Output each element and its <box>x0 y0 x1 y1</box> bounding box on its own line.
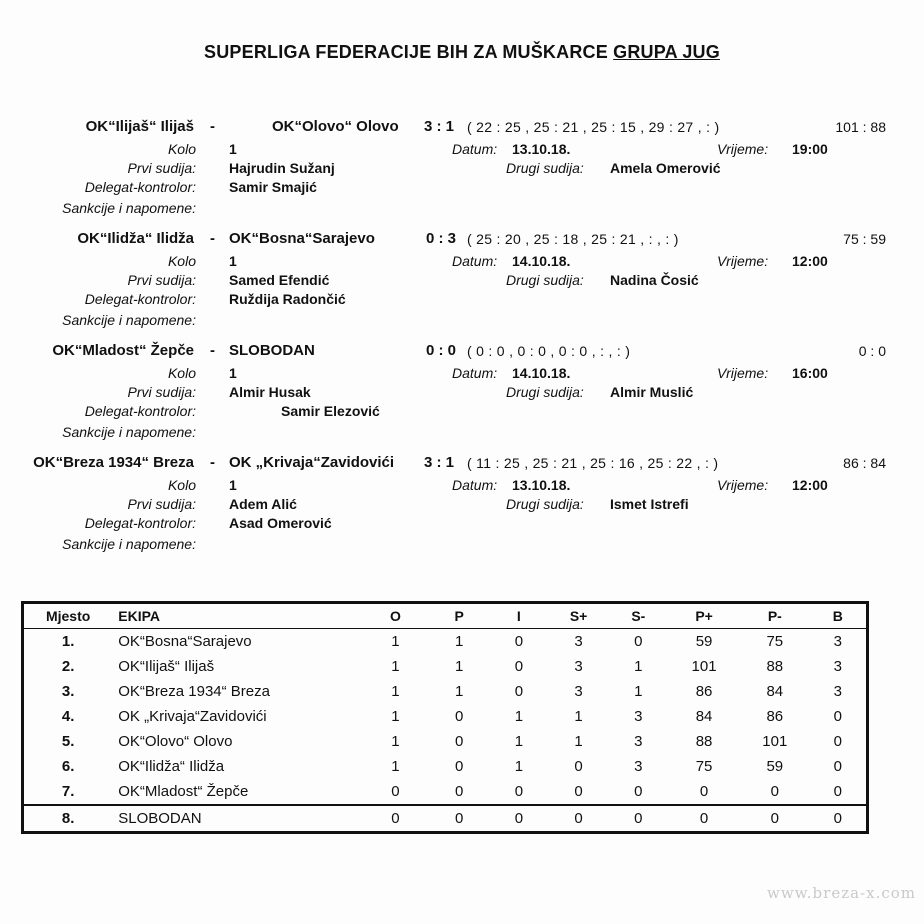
match-score: 3 : 1 <box>424 118 455 135</box>
p-minus-cell: 101 <box>762 733 788 750</box>
label-delegat: Delegat-kontrolor: <box>84 515 196 531</box>
pos-cell: 4. <box>61 708 75 725</box>
pos-cell: 8. <box>23 805 113 833</box>
vrijeme-value: 12:00 <box>792 477 828 493</box>
header-s-minus: S- <box>608 603 668 629</box>
o-cell: 1 <box>391 658 400 675</box>
drugi-sudija-value: Almir Muslić <box>610 384 694 400</box>
label-vrijeme: Vrijeme: <box>717 365 769 381</box>
team-cell: OK „Krivaja“Zavidovići <box>118 708 267 725</box>
p-cell: 0 <box>429 805 489 833</box>
header-o: O <box>362 603 430 629</box>
s-plus-cell: 0 <box>549 805 609 833</box>
i-cell: 0 <box>514 783 524 800</box>
table-row <box>23 629 868 655</box>
p-minus-cell: 86 <box>766 708 784 725</box>
table-header-row <box>23 603 868 629</box>
p-cell: 0 <box>454 733 464 750</box>
p-cell: 1 <box>454 683 464 700</box>
s-plus-cell: 1 <box>574 733 583 750</box>
s-plus-cell: 1 <box>574 708 583 725</box>
match-block <box>0 118 924 228</box>
p-minus-cell: 0 <box>770 783 779 800</box>
b-cell: 0 <box>810 805 868 833</box>
b-cell: 0 <box>833 733 843 750</box>
pos-cell: 6. <box>61 758 75 775</box>
points-total: 86 : 84 <box>843 455 886 471</box>
away-team: OK“Olovo“ Olovo <box>272 118 399 135</box>
o-cell: 1 <box>391 758 400 775</box>
points-total: 0 : 0 <box>858 343 886 359</box>
p-cell: 0 <box>454 783 464 800</box>
p-plus-cell: 101 <box>691 658 717 675</box>
table-row <box>23 779 868 805</box>
pos-cell: 5. <box>61 733 75 750</box>
p-plus-cell: 59 <box>695 633 713 650</box>
datum-value: 13.10.18. <box>512 477 571 493</box>
s-minus-cell: 3 <box>634 708 643 725</box>
s-minus-cell: 0 <box>634 633 643 650</box>
o-cell: 1 <box>391 708 400 725</box>
prvi-sudija-value: Adem Alić <box>229 496 297 512</box>
i-cell: 0 <box>514 658 524 675</box>
set-scores: ( 0 : 0 , 0 : 0 , 0 : 0 , : , : ) <box>467 343 631 359</box>
p-cell: 0 <box>454 758 464 775</box>
s-minus-cell: 0 <box>634 783 643 800</box>
s-minus-cell: 1 <box>634 683 643 700</box>
prvi-sudija-value: Samed Efendić <box>229 272 330 288</box>
prvi-sudija-value: Hajrudin Sužanj <box>229 160 335 176</box>
delegat-value: Ruždija Radončić <box>229 291 346 307</box>
vrijeme-value: 16:00 <box>792 365 828 381</box>
label-prvi-sudija: Prvi sudija: <box>127 160 196 176</box>
s-plus-cell: 0 <box>574 783 583 800</box>
label-drugi-sudija: Drugi sudija: <box>506 384 584 400</box>
team-cell: SLOBODAN <box>112 805 361 833</box>
i-cell: 1 <box>514 708 524 725</box>
o-cell: 1 <box>391 633 400 650</box>
b-cell: 3 <box>833 633 843 650</box>
label-sankcije: Sankcije i napomene: <box>62 200 196 216</box>
label-datum: Datum: <box>452 477 498 493</box>
table-row <box>23 704 868 729</box>
title-main: SUPERLIGA FEDERACIJE BIH ZA MUŠKARCE <box>204 42 608 62</box>
team-cell: OK“Ilidža“ Ilidža <box>118 758 225 775</box>
b-cell: 3 <box>833 683 843 700</box>
kolo-value: 1 <box>229 253 237 269</box>
label-datum: Datum: <box>452 253 498 269</box>
s-minus-cell: 3 <box>634 758 643 775</box>
vrijeme-value: 19:00 <box>792 141 828 157</box>
p-minus-cell: 84 <box>766 683 784 700</box>
label-drugi-sudija: Drugi sudija: <box>506 272 584 288</box>
p-plus-cell: 75 <box>695 758 713 775</box>
table-row <box>23 654 868 679</box>
s-minus-cell: 0 <box>608 805 668 833</box>
header-p-minus: P- <box>740 603 810 629</box>
label-drugi-sudija: Drugi sudija: <box>506 496 584 512</box>
match-dash: - <box>210 342 215 359</box>
header-b: B <box>810 603 868 629</box>
set-scores: ( 25 : 20 , 25 : 18 , 25 : 21 , : , : ) <box>467 231 679 247</box>
label-datum: Datum: <box>452 365 498 381</box>
p-minus-cell: 88 <box>766 658 784 675</box>
pos-cell: 1. <box>61 633 75 650</box>
page-title <box>0 42 924 63</box>
pos-cell: 2. <box>61 658 75 675</box>
label-sankcije: Sankcije i napomene: <box>62 312 196 328</box>
i-cell: 0 <box>489 805 549 833</box>
header-ekipa: EKIPA <box>112 603 361 629</box>
match-dash: - <box>210 454 215 471</box>
datum-value: 14.10.18. <box>512 365 571 381</box>
label-vrijeme: Vrijeme: <box>717 253 769 269</box>
team-cell: OK“Breza 1934“ Breza <box>118 683 270 700</box>
s-plus-cell: 3 <box>574 633 583 650</box>
label-delegat: Delegat-kontrolor: <box>84 291 196 307</box>
kolo-value: 1 <box>229 477 237 493</box>
home-team: OK“Breza 1934“ Breza <box>33 454 194 471</box>
p-cell: 1 <box>454 658 464 675</box>
i-cell: 1 <box>514 758 524 775</box>
i-cell: 0 <box>514 633 524 650</box>
team-cell: OK“Olovo“ Olovo <box>118 733 233 750</box>
p-minus-cell: 75 <box>766 633 784 650</box>
standings-body <box>23 629 868 833</box>
b-cell: 0 <box>833 783 843 800</box>
header-i: I <box>489 603 549 629</box>
match-block <box>0 342 924 452</box>
i-cell: 0 <box>514 683 524 700</box>
away-team: SLOBODAN <box>229 342 315 359</box>
p-plus-cell: 0 <box>699 783 709 800</box>
team-cell: OK“Bosna“Sarajevo <box>118 633 252 650</box>
datum-value: 13.10.18. <box>512 141 571 157</box>
match-block <box>0 454 924 564</box>
delegat-value: Asad Omerović <box>229 515 332 531</box>
match-dash: - <box>210 230 215 247</box>
table-row <box>23 754 868 779</box>
label-vrijeme: Vrijeme: <box>717 141 769 157</box>
title-group: GRUPA JUG <box>613 42 720 62</box>
label-delegat: Delegat-kontrolor: <box>84 403 196 419</box>
drugi-sudija-value: Ismet Istrefi <box>610 496 689 512</box>
label-sankcije: Sankcije i napomene: <box>62 424 196 440</box>
label-datum: Datum: <box>452 141 498 157</box>
b-cell: 0 <box>833 708 843 725</box>
header-p-plus: P+ <box>668 603 740 629</box>
match-block <box>0 230 924 340</box>
label-kolo: Kolo <box>167 477 196 493</box>
p-cell: 1 <box>454 633 464 650</box>
pos-cell: 3. <box>61 683 75 700</box>
delegat-value: Samir Elezović <box>281 403 380 419</box>
home-team: OK“Ilidža“ Ilidža <box>77 230 194 247</box>
p-plus-cell: 0 <box>668 805 740 833</box>
p-minus-cell: 0 <box>740 805 810 833</box>
watermark: www.breza-x.com <box>767 884 916 902</box>
label-sankcije: Sankcije i napomene: <box>62 536 196 552</box>
b-cell: 0 <box>833 758 843 775</box>
drugi-sudija-value: Nadina Čosić <box>610 272 699 288</box>
set-scores: ( 11 : 25 , 25 : 21 , 25 : 16 , 25 : 22 , : ) <box>467 455 719 471</box>
p-plus-cell: 84 <box>695 708 713 725</box>
p-plus-cell: 88 <box>695 733 713 750</box>
kolo-value: 1 <box>229 141 237 157</box>
team-cell: OK“Ilijaš“ Ilijaš <box>118 658 215 675</box>
label-kolo: Kolo <box>167 141 196 157</box>
drugi-sudija-value: Amela Omerović <box>610 160 721 176</box>
p-plus-cell: 86 <box>695 683 713 700</box>
label-kolo: Kolo <box>167 253 196 269</box>
match-score: 3 : 1 <box>424 454 455 471</box>
header-mjesto: Mjesto <box>23 603 113 629</box>
prvi-sudija-value: Almir Husak <box>229 384 311 400</box>
label-kolo: Kolo <box>167 365 196 381</box>
delegat-value: Samir Smajić <box>229 179 317 195</box>
s-plus-cell: 3 <box>574 683 583 700</box>
points-total: 101 : 88 <box>835 119 886 135</box>
match-dash: - <box>210 118 215 135</box>
team-cell: OK“Mladost“ Žepče <box>118 783 249 800</box>
label-prvi-sudija: Prvi sudija: <box>127 496 196 512</box>
away-team: OK „Krivaja“Zavidovići <box>229 454 395 471</box>
standings-table <box>21 601 869 834</box>
s-plus-cell: 0 <box>574 758 583 775</box>
label-drugi-sudija: Drugi sudija: <box>506 160 584 176</box>
label-delegat: Delegat-kontrolor: <box>84 179 196 195</box>
home-team: OK“Mladost“ Žepče <box>52 342 194 359</box>
label-prvi-sudija: Prvi sudija: <box>127 272 196 288</box>
header-s-plus: S+ <box>549 603 609 629</box>
datum-value: 14.10.18. <box>512 253 571 269</box>
s-minus-cell: 3 <box>634 733 643 750</box>
points-total: 75 : 59 <box>843 231 886 247</box>
s-minus-cell: 1 <box>634 658 643 675</box>
header-p: P <box>429 603 489 629</box>
set-scores: ( 22 : 25 , 25 : 21 , 25 : 15 , 29 : 27 , : ) <box>467 119 720 135</box>
match-score: 0 : 0 <box>426 342 457 359</box>
home-team: OK“Ilijaš“ Ilijaš <box>85 118 194 135</box>
o-cell: 0 <box>391 783 400 800</box>
o-cell: 1 <box>391 683 400 700</box>
kolo-value: 1 <box>229 365 237 381</box>
i-cell: 1 <box>514 733 524 750</box>
pos-cell: 7. <box>61 783 75 800</box>
vrijeme-value: 12:00 <box>792 253 828 269</box>
label-prvi-sudija: Prvi sudija: <box>127 384 196 400</box>
table-row <box>23 679 868 704</box>
b-cell: 3 <box>833 658 843 675</box>
match-score: 0 : 3 <box>426 230 457 247</box>
o-cell: 0 <box>362 805 430 833</box>
o-cell: 1 <box>391 733 400 750</box>
p-minus-cell: 59 <box>766 758 784 775</box>
table-row <box>23 805 868 833</box>
label-vrijeme: Vrijeme: <box>717 477 769 493</box>
table-row <box>23 729 868 754</box>
s-plus-cell: 3 <box>574 658 583 675</box>
away-team: OK“Bosna“Sarajevo <box>229 230 375 247</box>
p-cell: 0 <box>454 708 464 725</box>
